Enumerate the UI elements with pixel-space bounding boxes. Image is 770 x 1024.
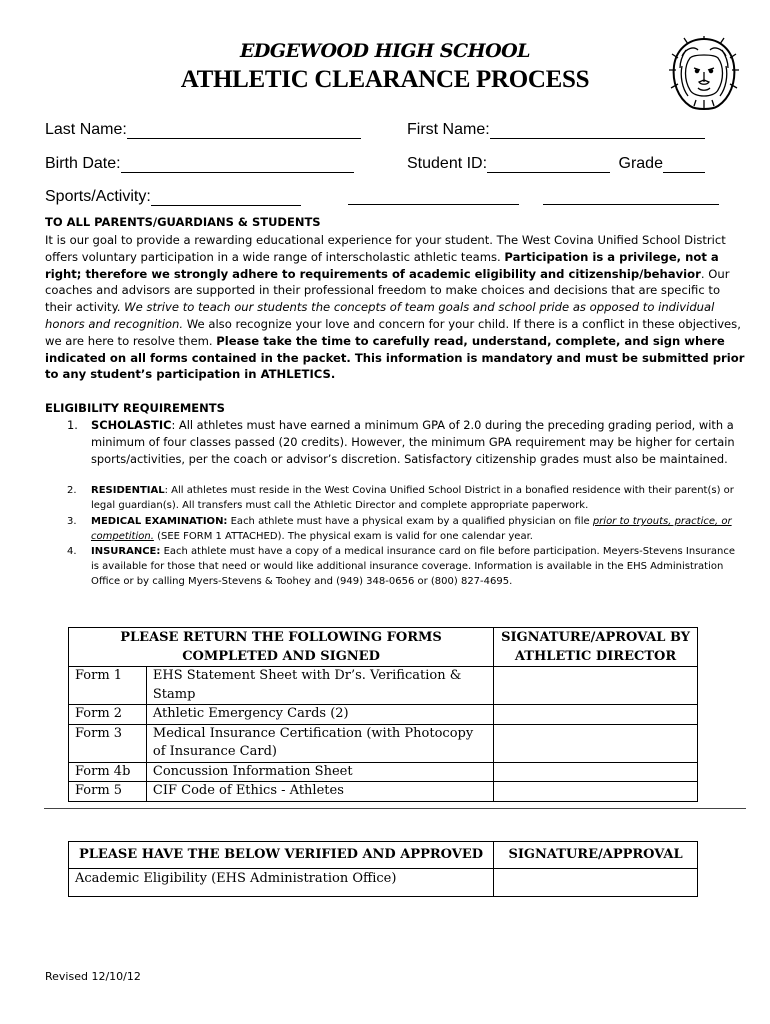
- eligibility-list: [45, 417, 745, 587]
- item-number: 3.: [67, 516, 77, 527]
- school-name: EDGEWOOD HIGH SCHOOL: [239, 40, 531, 62]
- forms-table-header: [69, 628, 698, 667]
- lion-head-icon: [668, 36, 740, 112]
- grade-input[interactable]: [663, 158, 705, 173]
- divider: [44, 808, 746, 809]
- student-id-label: Student ID:: [407, 155, 488, 172]
- signature-cell[interactable]: [494, 869, 698, 897]
- revision-date: Revised 12/10/12: [45, 970, 141, 983]
- intro-paragraph: [45, 232, 745, 383]
- verify-item: Academic Eligibility (EHS Administration Office): [69, 869, 494, 897]
- eligibility-heading: ELIGIBILITY REQUIREMENTS: [45, 401, 225, 415]
- form-number: Form 4b: [69, 762, 147, 782]
- forms-table: [68, 627, 698, 802]
- verify-table: [68, 841, 698, 897]
- first-name-label: First Name:: [407, 121, 490, 138]
- item-text: Each athlete must have a copy of a medical insurance card on file before participation. Meyers-Stevens Insurance is available for those that need or would like additional insurance coverage. Information is available in the EHS Administration Office or by calling Myers-Stevens & Toohey and (949) 348-0656 or (800) 827-4695.: [91, 546, 735, 587]
- item-number: 1.: [67, 418, 78, 432]
- form-number: Form 2: [69, 705, 147, 725]
- forms-header-right: SIGNATURE/APROVAL BY ATHLETIC DIRECTOR: [494, 628, 698, 667]
- intro-text-2: . Our coaches and advisors are supported in their professional freedom to make choices and decisions that are specific to their activity.: [45, 266, 730, 315]
- signature-cell[interactable]: [494, 782, 698, 802]
- intro-text-3: We also recognize your love and concern for your child. If there is a conflict in these objectives, we are here to resolve them.: [45, 316, 741, 348]
- form-number: Form 5: [69, 782, 147, 802]
- item-label: MEDICAL EXAMINATION:: [91, 516, 228, 527]
- form-description: EHS Statement Sheet with Dr’s. Verification & Stamp: [146, 667, 493, 705]
- verify-table-header: [69, 842, 698, 869]
- item-text-2: (SEE FORM 1 ATTACHED). The physical exam is valid for one calendar year.: [153, 531, 533, 542]
- sports-label: Sports/Activity:: [45, 188, 151, 205]
- forms-header-left: PLEASE RETURN THE FOLLOWING FORMS COMPLETED AND SIGNED: [69, 628, 494, 667]
- last-name-field[interactable]: [45, 121, 361, 139]
- form-description: Concussion Information Sheet: [146, 762, 493, 782]
- table-row: [69, 762, 698, 782]
- form-description: Athletic Emergency Cards (2): [146, 705, 493, 725]
- item-label: INSURANCE:: [91, 546, 161, 557]
- verify-header-left: PLEASE HAVE THE BELOW VERIFIED AND APPROVED: [69, 842, 494, 869]
- signature-cell[interactable]: [494, 762, 698, 782]
- birth-date-field[interactable]: [45, 155, 354, 173]
- intro-text-1: It is our goal to provide a rewarding educational experience for your student. The West Covina Unified School District offers voluntary participation in a wide range of interscholastic athletic teams.: [45, 233, 726, 264]
- intro-heading: TO ALL PARENTS/GUARDIANS & STUDENTS: [45, 215, 321, 229]
- table-row: [69, 705, 698, 725]
- form-description: CIF Code of Ethics - Athletes: [146, 782, 493, 802]
- first-name-field[interactable]: [407, 121, 705, 139]
- intro-bold-2: Please take the time to carefully read, understand, complete, and sign where indicated on all forms contained in the packet. This information is mandatory and must be submitted prior to any student’s participation in ATHLETICS.: [45, 333, 745, 382]
- signature-cell[interactable]: [494, 724, 698, 762]
- item-number: 2.: [67, 485, 77, 496]
- form-description: Medical Insurance Certification (with Photocopy of Insurance Card): [146, 724, 493, 762]
- item-number: 4.: [67, 546, 77, 557]
- verify-header-right: SIGNATURE/APPROVAL: [494, 842, 698, 869]
- item-text: : All athletes must have earned a minimum GPA of 2.0 during the preceding grading period, with a minimum of four classes passed (20 credits). However, the minimum GPA requirement may be higher for certain sports/activities, per the coach or advisor’s discretion. Satisfactory citizenship grades must also be maintained.: [91, 418, 735, 466]
- item-text: Each athlete must have a physical exam by a qualified physician on file: [227, 516, 593, 527]
- last-name-input[interactable]: [127, 124, 361, 139]
- sports-input-3[interactable]: [543, 191, 719, 205]
- intro-italic: We strive to teach our students the concepts of team goals and school pride as opposed to individual honors and recognition.: [45, 300, 715, 331]
- table-row: [69, 869, 698, 897]
- form-number: Form 3: [69, 724, 147, 762]
- signature-cell[interactable]: [494, 705, 698, 725]
- intro-bold-1: Participation is a privilege, not a right; therefore we strongly adhere to requirements of academic eligibility and citizenship/behavior: [45, 249, 719, 281]
- first-name-input[interactable]: [490, 124, 705, 139]
- grade-label: Grade: [618, 155, 663, 172]
- birth-date-label: Birth Date:: [45, 155, 121, 172]
- birth-date-input[interactable]: [121, 158, 354, 173]
- item-emphasis: prior to tryouts, practice, or competition.: [91, 516, 732, 542]
- sports-field[interactable]: [45, 188, 301, 206]
- table-row: [69, 782, 698, 802]
- sports-input-1[interactable]: [151, 191, 301, 206]
- sports-input-2[interactable]: [348, 191, 519, 205]
- table-row: [69, 724, 698, 762]
- student-id-field[interactable]: [407, 155, 705, 173]
- page-title: ATHLETIC CLEARANCE PROCESS: [180, 66, 590, 93]
- last-name-label: Last Name:: [45, 121, 127, 138]
- item-label: RESIDENTIAL: [91, 485, 165, 496]
- item-text: : All athletes must reside in the West Covina Unified School District in a bonafied residence with their parent(s) or legal guardian(s). All transfers must call the Athletic Director and complete appropriate paperwork.: [91, 485, 734, 511]
- student-id-input[interactable]: [487, 158, 610, 173]
- signature-cell[interactable]: [494, 667, 698, 705]
- form-number: Form 1: [69, 667, 147, 705]
- table-row: [69, 667, 698, 705]
- item-label: SCHOLASTIC: [91, 418, 172, 432]
